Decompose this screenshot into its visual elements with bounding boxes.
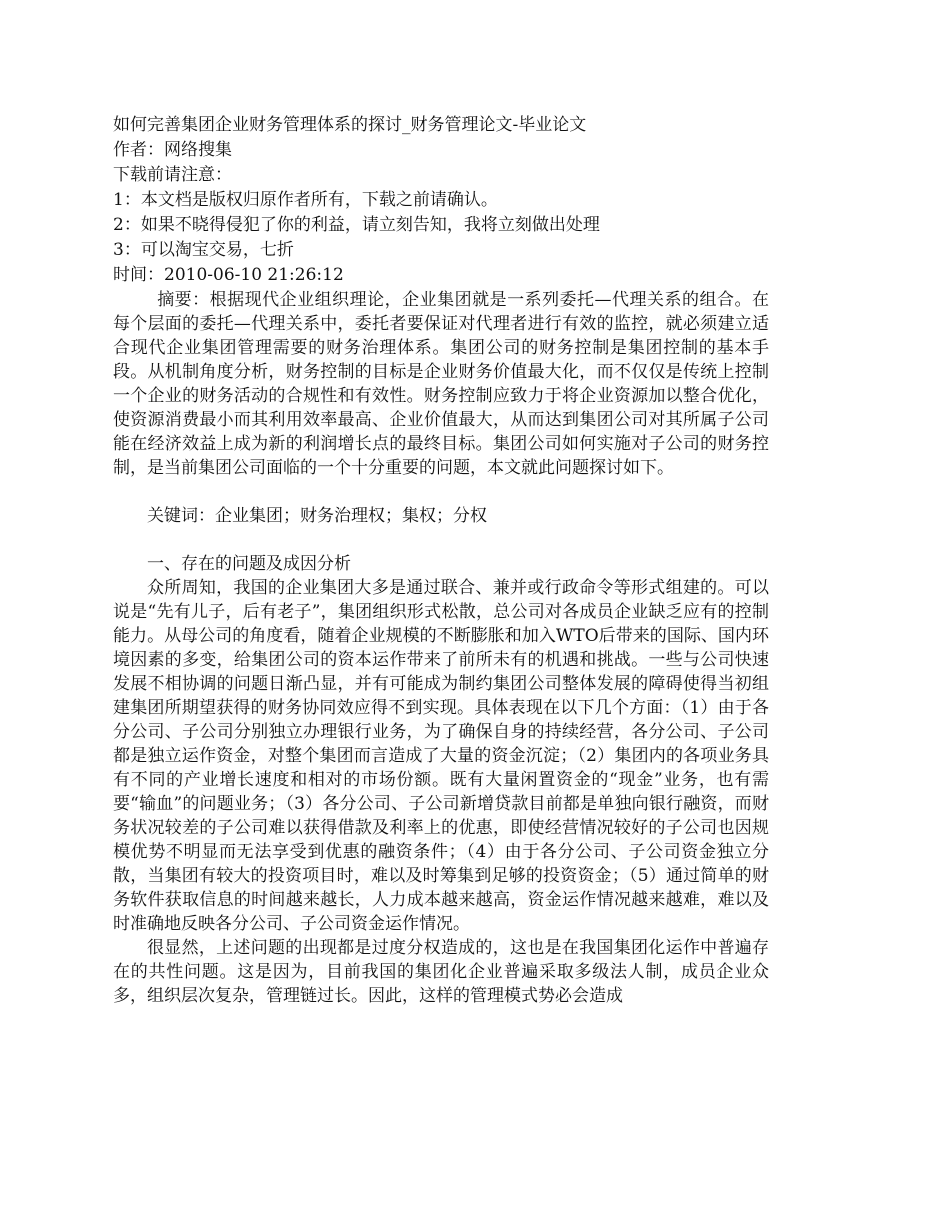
- section-heading: 一、存在的问题及成因分析: [147, 554, 351, 574]
- document-title: 如何完善集团企业财务管理体系的探讨_财务管理论文-毕业论文: [113, 115, 587, 135]
- body-paragraph-1: 众所周知，我国的企业集团大多是通过联合、兼并或行政命令等形式组建的。可以说是“先有儿子，后有老子”，集团组织形式松散，总公司对各成员企业缺乏应有的控制能力。从母公司的角度看，随着企业规模的不断膨胀和加入WTO后带来的国际、国内环境因素的多变，给集团公司的资本运作带来了前所未有的机遇和挑战。一些与公司快速发展不相协调的问题日渐凸显，并有可能成为制约集团公司整体发展的障碍使得当初组建集团所期望获得的财务协同效应得不到实现。具体表现在以下几个方面：（1）由于各分公司、子公司分别独立办理银行业务，为了确保自身的持续经营，各分公司、子公司都是独立运作资金，对整个集团而言造成了大量的资金沉淀；（2）集团内的各项业务具有不同的产业增长速度和相对的市场份额。既有大量闲置资金的“现金”业务，也有需要“输血”的问题业务；（3）各分公司、子公司新增贷款目前都是单独向银行融资，而财务状况较差的子公司难以获得借款及利率上的优惠，即使经营情况较好的子公司也因规模优势不明显而无法享受到优惠的融资条件；（4）由于各分公司、子公司资金独立分散，当集团有较大的投资项目时，难以及时筹集到足够的投资资金；（5）通过简单的财务软件获取信息的时间越来越长，人力成本越来越高，资金运作情况越来越难，难以及时准确地反映各分公司、子公司资金运作情况。: [113, 578, 769, 934]
- author-line: 作者：网络搜集: [113, 140, 232, 160]
- notice-item-1: 1：本文档是版权归原作者所有，下载之前请确认。: [113, 190, 498, 210]
- document-page: [113, 113, 769, 1008]
- notice-heading: 下载前请注意：: [113, 165, 232, 185]
- time-line: 时间：2010-06-10 21:26:12: [113, 265, 344, 285]
- notice-item-3: 3：可以淘宝交易，七折: [113, 240, 294, 260]
- keywords-line: 关键词：企业集团；财务治理权；集权；分权: [147, 506, 487, 526]
- notice-item-2: 2：如果不晓得侵犯了你的利益，请立刻告知，我将立刻做出处理: [113, 215, 600, 235]
- body-paragraph-2: 很显然，上述问题的出现都是过度分权造成的，这也是在我国集团化运作中普遍存在的共性问题。这是因为，目前我国的集团化企业普遍采取多级法人制，成员企业众多，组织层次复杂，管理链过长。因此，这样的管理模式势必会造成: [113, 938, 769, 1006]
- spacer: [113, 528, 769, 552]
- abstract-paragraph: 摘要：根据现代企业组织理论，企业集团就是一系列委托—代理关系的组合。在每个层面的委托—代理关系中，委托者要保证对代理者进行有效的监控，就必须建立适合现代企业集团管理需要的财务治理体系。集团公司的财务控制是集团控制的基本手段。从机制角度分析，财务控制的目标是企业财务价值最大化，而不仅仅是传统上控制一个企业的财务活动的合规性和有效性。财务控制应致力于将企业资源加以整合优化，使资源消费最小而其利用效率最高、企业价值最大，从而达到集团公司对其所属子公司能在经济效益上成为新的利润增长点的最终目标。集团公司如何实施对子公司的财务控制，是当前集团公司面临的一个十分重要的问题，本文就此问题探讨如下。: [113, 290, 769, 478]
- spacer: [113, 480, 769, 504]
